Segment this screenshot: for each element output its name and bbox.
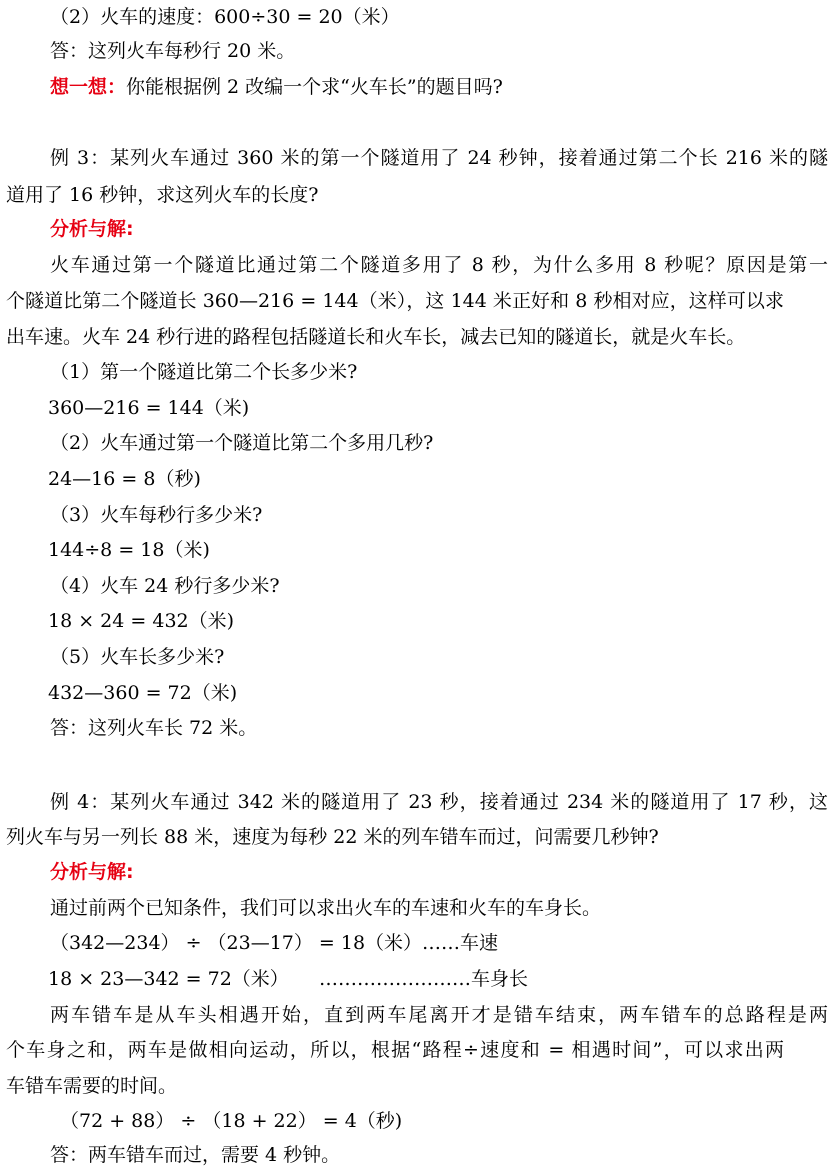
sub-question-3: （3）火车每秒行多少米?: [50, 504, 263, 526]
analysis-2-line-1: 两车错车是从车头相遇开始，直到两车尾离开才是错车结束，两车错车的总路程是两: [50, 1004, 828, 1026]
calc-1: 360—216 = 144（米): [48, 397, 250, 419]
calc-5: 432—360 = 72（米): [48, 682, 238, 704]
think-label: 想一想：: [50, 76, 127, 98]
calc-3: 144÷8 = 18（米): [48, 539, 210, 561]
step-2-speed: （2）火车的速度：600÷30 = 20（米）: [50, 6, 400, 28]
calc-time: （72 + 88） ÷ （18 + 22） = 4（秒): [60, 1110, 403, 1132]
calc-4: 18 × 24 = 432（米): [48, 610, 235, 632]
analysis-2-intro: 通过前两个已知条件，我们可以求出火车的车速和火车的车身长。: [50, 897, 602, 919]
analysis-heading-1: 分析与解:: [50, 218, 134, 240]
answer-example-3: 答：这列火车长 72 米。: [50, 717, 258, 739]
answer-speed: 答：这列火车每秒行 20 米。: [50, 40, 296, 62]
analysis-1-line-3: 出车速。火车 24 秒行进的路程包括隧道长和火车长，减去已知的隧道长，就是火车长。: [6, 326, 746, 348]
answer-example-4: 答：两车错车而过，需要 4 秒钟。: [50, 1144, 341, 1166]
example-4-line-1: 例 4：某列火车通过 342 米的隧道用了 23 秒，接着通过 234 米的隧道用了 17 秒，这: [50, 791, 828, 813]
think-question: 你能根据例 2 改编一个求“火车长”的题目吗?: [126, 76, 503, 98]
sub-question-4: （4）火车 24 秒行多少米?: [50, 575, 280, 597]
think-prompt: [50, 72, 503, 102]
sub-question-2: （2）火车通过第一个隧道比第二个多用几秒?: [50, 432, 434, 454]
sub-question-1: （1）第一个隧道比第二个长多少米?: [50, 361, 358, 383]
example-3-line-2: 道用了 16 秒钟，求这列火车的长度?: [6, 184, 319, 206]
analysis-2-line-3: 车错车需要的时间。: [6, 1075, 178, 1097]
analysis-1-line-1: 火车通过第一个隧道比通过第二个隧道多用了 8 秒，为什么多用 8 秒呢？原因是第一: [50, 254, 828, 276]
sub-question-5: （5）火车长多少米?: [50, 646, 225, 668]
calc-speed: （342—234） ÷ （23—17） = 18（米）……车速: [50, 932, 499, 954]
analysis-heading-2: 分析与解:: [50, 861, 134, 883]
analysis-2-line-2: 个车身之和，两车是做相向运动，所以，根据“路程÷速度和 = 相遇时间”，可以求出两: [6, 1039, 784, 1061]
example-4-line-2: 列火车与另一列长 88 米，速度为每秒 22 米的列车错车而过，问需要几秒钟?: [6, 826, 659, 848]
example-3-line-1: 例 3：某列火车通过 360 米的第一个隧道用了 24 秒钟，接着通过第二个长 216 米的隧: [50, 147, 828, 169]
calc-2: 24—16 = 8（秒): [48, 468, 201, 490]
calc-length: 18 × 23—342 = 72（米） ……………………车身长: [48, 968, 528, 990]
analysis-1-line-2: 个隧道比第二个隧道长 360—216 = 144（米），这 144 米正好和 8 秒相对应，这样可以求: [6, 290, 784, 312]
